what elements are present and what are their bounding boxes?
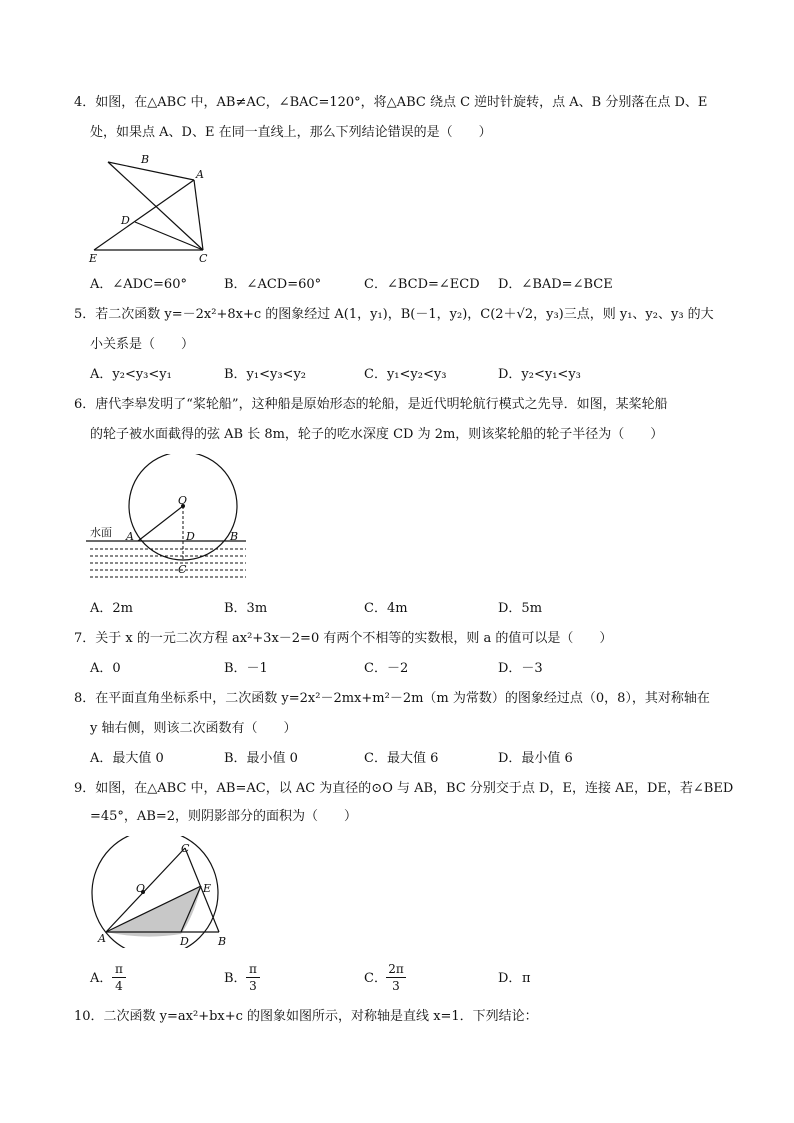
q4-option-b[interactable]: B．∠ACD=60° (224, 277, 322, 292)
q9-option-c-fraction (386, 962, 406, 993)
q4-label-E: E (89, 252, 98, 265)
q8-option-b[interactable]: B．最小值 0 (224, 751, 298, 766)
q9-stem-line1: 9．如图，在△ABC 中，AB=AC，以 AC 为直径的⊙O 与 AB，BC 分别交于点 D，E，连接 AE，DE，若∠BED (74, 781, 734, 796)
q4-label-A: A (196, 168, 204, 181)
q5-option-a[interactable]: A．y₂<y₃<y₁ (90, 367, 172, 382)
q6-label-B: B (230, 530, 239, 543)
q4-option-a[interactable]: A．∠ADC=60° (90, 277, 187, 292)
q5-option-d[interactable]: D．y₂<y₁<y₃ (498, 367, 581, 382)
q7-option-c[interactable]: C．－2 (364, 661, 409, 676)
q9-option-d-value: π (522, 971, 531, 986)
q8-option-d[interactable]: D．最小值 6 (498, 751, 573, 766)
q9-option-b-prefix: B． (224, 971, 247, 986)
q7-option-a[interactable]: A．0 (90, 661, 121, 676)
q4-label-C: C (199, 252, 208, 265)
q6-label-water: 水面 (90, 526, 112, 539)
q4-option-d[interactable]: D．∠BAD=∠BCE (498, 277, 613, 292)
q10-stem-line1: 10．二次函数 y=ax²+bx+c 的图象如图所示，对称轴是直线 x=1．下列结论： (74, 1009, 538, 1024)
q5-stem-line1: 5．若二次函数 y=－2x²+8x+c 的图象经过 A(1，y₁)，B(－1，y₂)，C(2＋√2，y₃)三点，则 y₁、y₂、y₃ 的大 (74, 307, 714, 322)
q9-option-b-fraction (246, 962, 260, 993)
q7-stem-line1: 7．关于 x 的一元二次方程 ax²+3x－2=0 有两个不相等的实数根，则 a 的值可以是（ ） (74, 631, 613, 646)
q6-figure (86, 454, 256, 584)
q9-label-A: A (98, 932, 106, 945)
q9-option-b-denominator: 3 (249, 979, 257, 993)
q9-label-O: O (136, 882, 146, 895)
q9-seg-CB (185, 848, 219, 932)
q7-option-d[interactable]: D．－3 (498, 661, 543, 676)
q5-option-b[interactable]: B．y₁<y₃<y₂ (224, 367, 307, 382)
q4-seg-DC (135, 222, 203, 250)
q9-option-a-numerator: π (115, 962, 123, 976)
q9-option-d-prefix: D． (498, 971, 522, 986)
q8-option-c[interactable]: C．最大值 6 (364, 751, 439, 766)
q6-stem-line1: 6．唐代李皋发明了“桨轮船”，这种船是原始形态的轮船，是近代明轮航行模式之先导．如图，某桨轮船 (74, 397, 668, 412)
q9-stem-line2: =45°，AB=2，则阴影部分的面积为（ ） (90, 809, 358, 824)
q6-stem-line2: 的轮子被水面截得的弦 AB 长 8m，轮子的吃水深度 CD 为 2m，则该桨轮船的轮子半径为（ ） (90, 427, 664, 442)
q6-radius-OA (138, 506, 183, 541)
q6-label-O: O (178, 494, 188, 507)
q5-stem-line2: 小关系是（ ） (90, 337, 195, 352)
q9-label-E: E (203, 882, 212, 895)
q9-option-a-prefix: A． (90, 971, 113, 986)
q9-option-b-numerator: π (249, 962, 257, 976)
q6-label-A: A (126, 530, 134, 543)
q9-option-c-numerator: 2π (388, 962, 404, 976)
q9-option-a-fraction (112, 962, 126, 993)
q6-label-D: D (186, 530, 195, 543)
q9-option-c-denominator: 3 (392, 979, 400, 993)
q8-option-a[interactable]: A．最大值 0 (90, 751, 164, 766)
q4-label-D: D (121, 214, 130, 227)
q9-label-B: B (218, 935, 227, 948)
q9-option-a-denominator: 4 (115, 979, 123, 993)
q4-seg-BC (108, 162, 203, 250)
q4-seg-AC (194, 180, 203, 250)
q5-option-c[interactable]: C．y₁<y₂<y₃ (364, 367, 447, 382)
q9-option-c-prefix: C． (364, 971, 387, 986)
q4-label-B: B (141, 153, 150, 166)
q6-option-c[interactable]: C．4m (364, 601, 408, 616)
q9-label-C: C (181, 842, 190, 855)
q6-option-a[interactable]: A．2m (90, 601, 133, 616)
q4-stem-line2: 处，如果点 A、D、E 在同一直线上，那么下列结论错误的是（ ） (90, 125, 492, 140)
q7-option-b[interactable]: B．－1 (224, 661, 268, 676)
q8-stem-line2: y 轴右侧，则该二次函数有（ ） (90, 721, 297, 736)
q9-figure (86, 836, 236, 948)
q4-option-c[interactable]: C．∠BCD=∠ECD (364, 277, 480, 292)
q6-option-b[interactable]: B．3m (224, 601, 268, 616)
q8-stem-line1: 8．在平面直角坐标系中，二次函数 y=2x²－2mx+m²－2m（m 为常数）的图象经过点（0，8），其对称轴在 (74, 691, 710, 706)
q6-option-d[interactable]: D．5m (498, 601, 543, 616)
q4-seg-BA (108, 162, 194, 180)
q9-shaded-region (106, 886, 201, 937)
q6-water-hatch (90, 549, 246, 577)
q4-stem-line1: 4．如图，在△ABC 中，AB≠AC，∠BAC=120°，将△ABC 绕点 C 逆时针旋转，点 A、B 分别落在点 D、E (74, 95, 708, 110)
q9-label-D: D (180, 935, 189, 948)
q6-label-C: C (178, 563, 187, 576)
